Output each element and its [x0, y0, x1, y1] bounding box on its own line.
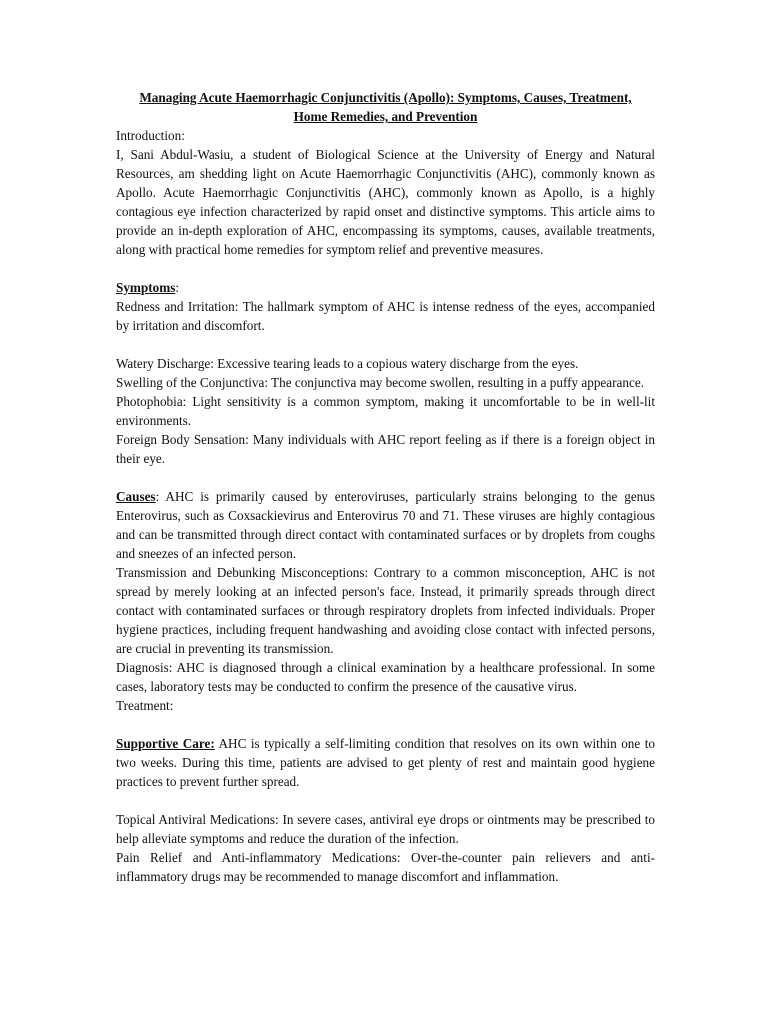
antiviral-paragraph: Topical Antiviral Medications: In severe cases, antiviral eye drops or ointments may be prescribed to help alleviate symptoms and reduce the duration of the infection. — [116, 812, 655, 846]
spacer — [116, 259, 655, 278]
spacer — [116, 715, 655, 734]
intro-paragraph: I, Sani Abdul-Wasiu, a student of Biological Science at the University of Energy and Natural Resources, am shedding light on Acute Haemorrhagic Conjunctivitis (AHC), commonly known as Apollo. Acute Haemorrhagic Conjunctivitis (AHC), commonly known as Apollo, is a highly contagious eye infection characterized by rapid onset and distinctive symptoms. This article aims to provide an in-depth exploration of AHC, encompassing its symptoms, causes, available treatments, along with practical home remedies for symptom relief and preventive measures. — [116, 147, 655, 257]
treatment-label: Treatment: — [116, 698, 174, 713]
supportive-care-paragraph — [116, 734, 655, 791]
symptom-redness: Redness and Irritation: The hallmark symptom of AHC is intense redness of the eyes, accompanied by irritation and discomfort. — [116, 299, 655, 333]
title-line-1: Managing Acute Haemorrhagic Conjunctivitis (Apollo): Symptoms, Causes, Treatment, — [139, 90, 632, 105]
causes-paragraph — [116, 487, 655, 563]
causes-text: : AHC is primarily caused by enteroviruses, particularly strains belonging to the genus Enterovirus, such as Coxsackievirus and Enterovirus 70 and 71. These viruses are highly contagious and can be transmitted through direct contact with contaminated surfaces or by droplets from coughs and sneezes of an infected person. — [116, 489, 655, 561]
document-title — [116, 88, 655, 126]
symptom-foreign-body: Foreign Body Sensation: Many individuals with AHC report feeling as if there is a foreign object in their eye. — [116, 432, 655, 466]
symptoms-colon: : — [175, 280, 180, 295]
symptoms-heading: Symptoms — [116, 280, 176, 295]
document-page — [116, 88, 655, 886]
symptoms-heading-line — [116, 278, 655, 297]
pain-relief-paragraph: Pain Relief and Anti-inflammatory Medications: Over-the-counter pain relievers and anti-inflammatory drugs may be recommended to manage discomfort and inflammation. — [116, 850, 655, 884]
supportive-care-text: AHC is typically a self-limiting condition that resolves on its own within one to two weeks. During this time, patients are advised to get plenty of rest and maintain good hygiene practices to prevent further spread. — [116, 736, 655, 789]
diagnosis-paragraph: Diagnosis: AHC is diagnosed through a clinical examination by a healthcare professional. In some cases, laboratory tests may be conducted to confirm the presence of the causative virus. — [116, 660, 655, 694]
causes-heading: Causes — [116, 489, 156, 504]
spacer — [116, 791, 655, 810]
symptom-watery: Watery Discharge: Excessive tearing leads to a copious watery discharge from the eyes. — [116, 356, 579, 371]
supportive-care-heading: Supportive Care: — [116, 736, 215, 751]
symptom-swelling: Swelling of the Conjunctiva: The conjunctiva may become swollen, resulting in a puffy appearance. — [116, 375, 644, 390]
spacer — [116, 468, 655, 487]
spacer — [116, 335, 655, 354]
intro-label: Introduction: — [116, 128, 185, 143]
transmission-paragraph: Transmission and Debunking Misconceptions: Contrary to a common misconception, AHC is not spread by merely looking at an infected person's face. Instead, it primarily spreads through direct contact with contaminated surfaces or through respiratory droplets from infected individuals. Proper hygiene practices, including frequent handwashing and avoiding close contact with infected persons, are crucial in preventing its transmission. — [116, 565, 655, 656]
title-line-2: Home Remedies, and Prevention — [293, 109, 478, 124]
symptom-photophobia: Photophobia: Light sensitivity is a common symptom, making it uncomfortable to be in well-lit environments. — [116, 394, 655, 428]
